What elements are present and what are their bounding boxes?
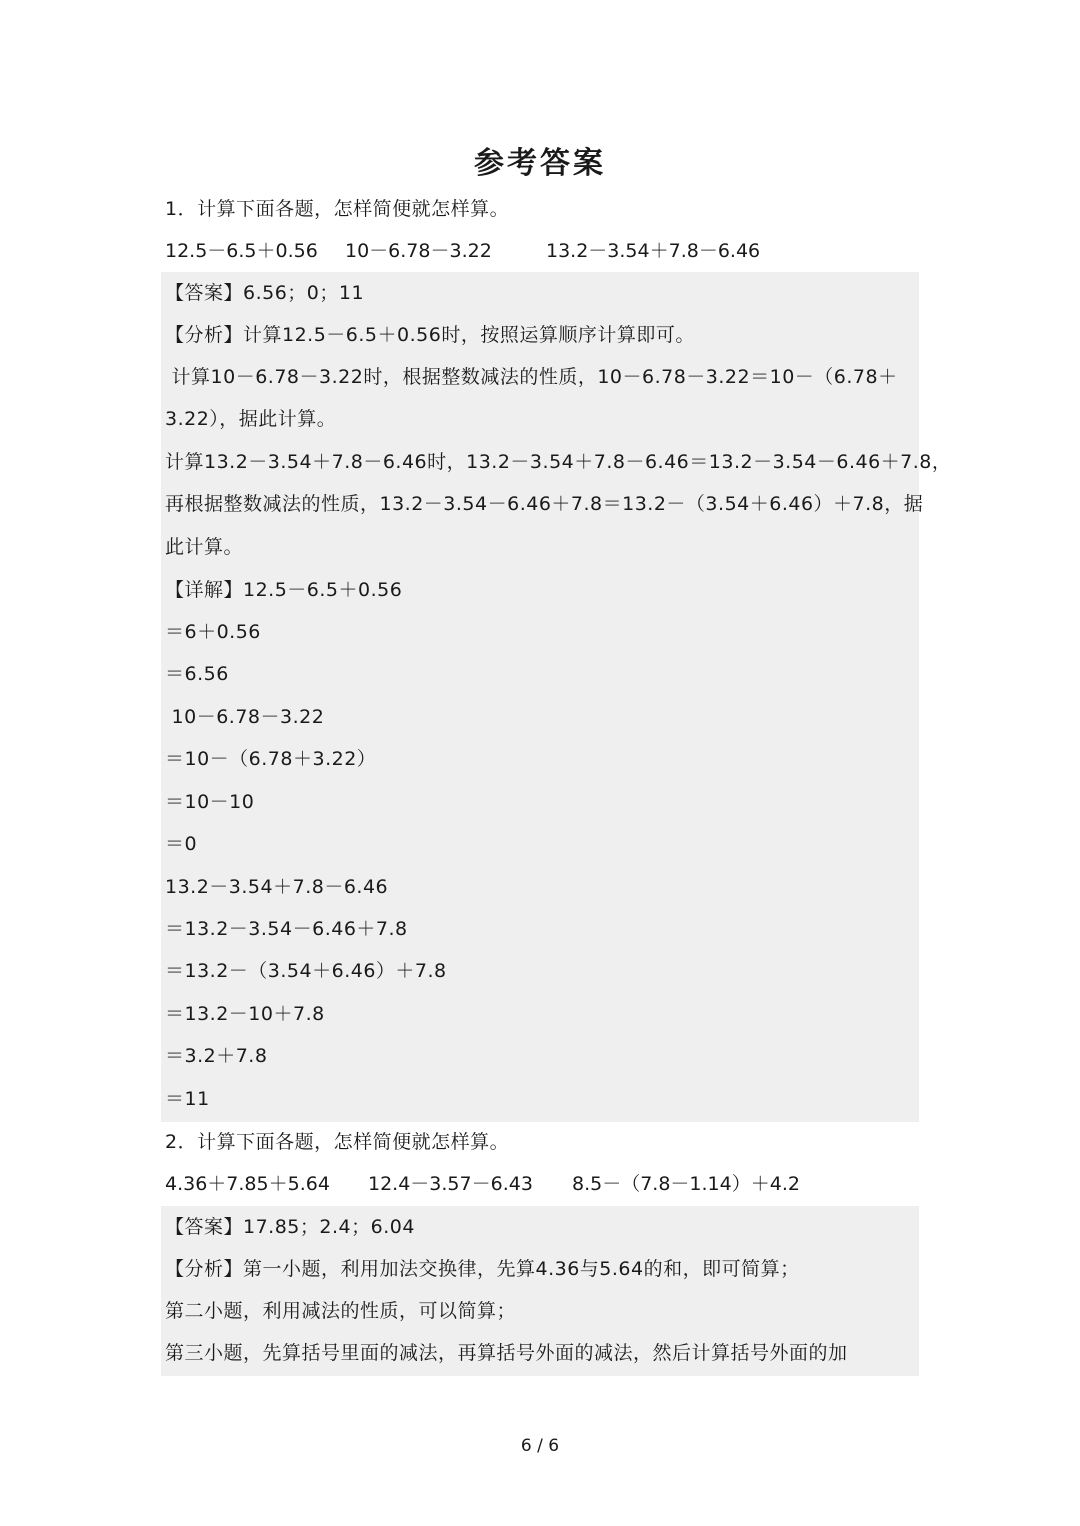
analysis-line: 【分析】第一小题，利用加法交换律，先算4.36与5.64的和，即可简算； [165, 1258, 800, 1280]
analysis-line: 计算13.2－3.54＋7.8－6.46时，13.2－3.54＋7.8－6.46＝13.2－3.54－6.46＋7.8， [165, 451, 952, 473]
detail-line: 【详解】12.5－6.5＋0.56 [165, 579, 403, 601]
detail-line: 13.2－3.54＋7.8－6.46 [165, 876, 389, 898]
question-2-answer-box [161, 1206, 919, 1376]
detail-line: ＝6＋0.56 [165, 621, 261, 643]
detail-line: ＝3.2＋7.8 [165, 1045, 268, 1067]
question-1-prompt: 1．计算下面各题，怎样简便就怎样算。 [165, 198, 510, 220]
question-1-answer-box [161, 272, 952, 1122]
detail-line: 10－6.78－3.22 [165, 706, 325, 728]
detail-line: ＝6.56 [165, 663, 229, 685]
question-2-expression-2: 12.4－3.57－6.43 [368, 1173, 533, 1195]
question-1-expression-1: 12.5－6.5＋0.56 [165, 240, 318, 262]
detail-line: ＝13.2－10＋7.8 [165, 1003, 325, 1025]
detail-line: ＝11 [165, 1088, 210, 1110]
answer-line: 【答案】17.85；2.4；6.04 [165, 1216, 415, 1238]
analysis-line: 此计算。 [165, 536, 244, 558]
question-2-prompt: 2．计算下面各题，怎样简便就怎样算。 [165, 1131, 510, 1153]
detail-line: ＝10－10 [165, 791, 255, 813]
question-1-expression-3: 13.2－3.54＋7.8－6.46 [546, 240, 761, 262]
question-1-expression-2: 10－6.78－3.22 [345, 240, 492, 262]
question-2-expression-1: 4.36＋7.85＋5.64 [165, 1173, 330, 1195]
analysis-line: 再根据整数减法的性质，13.2－3.54－6.46＋7.8＝13.2－（3.54＋6.46）＋7.8，据 [165, 493, 924, 515]
question-2-expression-3: 8.5－（7.8－1.14）＋4.2 [572, 1173, 800, 1195]
analysis-line: 第二小题，利用减法的性质，可以简算； [165, 1300, 517, 1322]
page-number: 6 / 6 [520, 1436, 560, 1456]
detail-line: ＝0 [165, 833, 198, 855]
analysis-line: 3.22），据此计算。 [165, 408, 337, 430]
detail-line: ＝13.2－（3.54＋6.46）＋7.8 [165, 960, 447, 982]
detail-line: ＝13.2－3.54－6.46＋7.8 [165, 918, 408, 940]
analysis-line: 【分析】计算12.5－6.5＋0.56时，按照运算顺序计算即可。 [165, 324, 695, 346]
page-title: 参考答案 [474, 146, 606, 181]
analysis-line: 第三小题，先算括号里面的减法，再算括号外面的减法，然后计算括号外面的加 [165, 1342, 848, 1364]
answer-line: 【答案】6.56；0；11 [165, 282, 365, 304]
detail-line: ＝10－（6.78＋3.22） [165, 748, 377, 770]
analysis-line: 计算10－6.78－3.22时，根据整数减法的性质，10－6.78－3.22＝10－（6.78＋ [165, 366, 898, 388]
